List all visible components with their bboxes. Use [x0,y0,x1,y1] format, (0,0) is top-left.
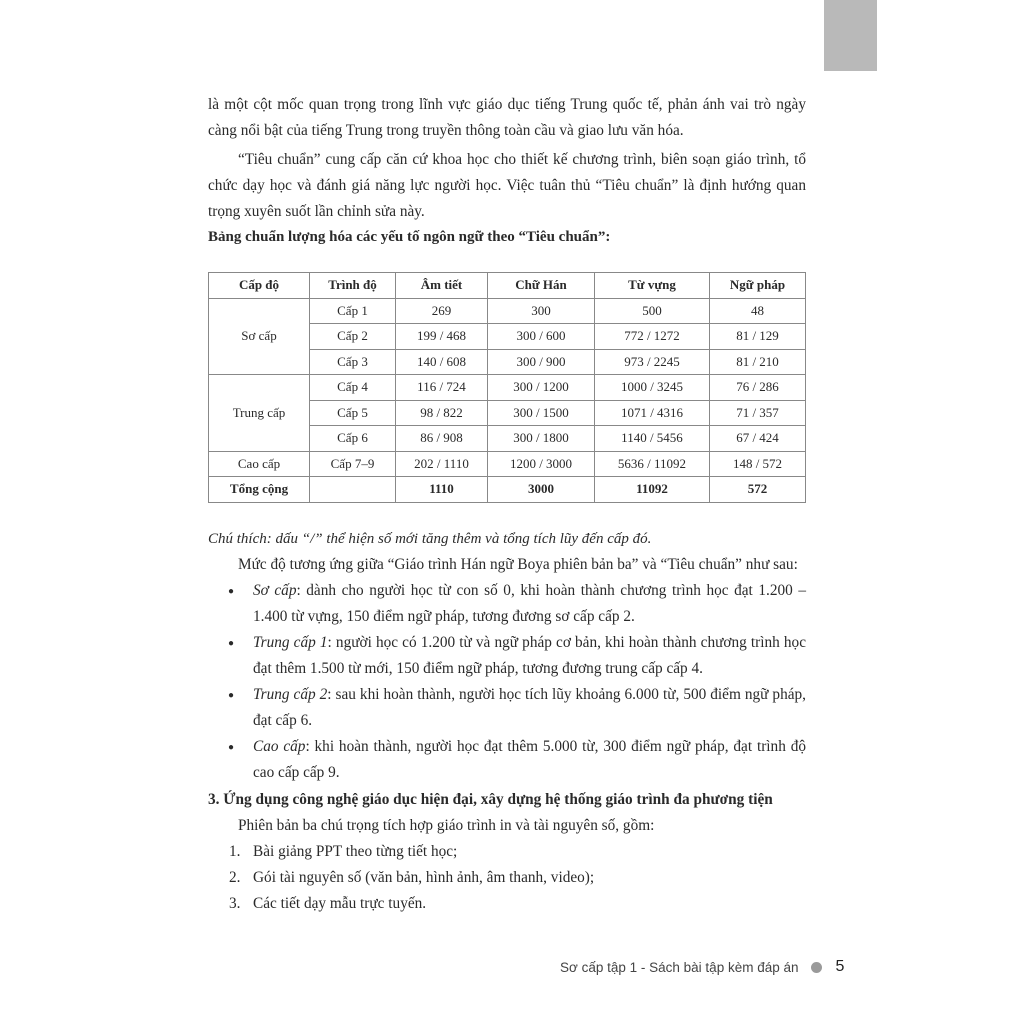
bullet-term: Trung cấp 1 [253,634,328,651]
list-number: 1. [229,843,241,860]
table-total-row [209,477,806,503]
total-characters: 3000 [488,477,595,503]
table-cell: Cấp 3 [310,349,396,375]
standards-table [208,272,806,503]
bullet-term: Cao cấp [253,738,306,755]
table-cell: 1071 / 4316 [595,400,710,426]
table-caption: Bảng chuẩn lượng hóa các yếu tố ngôn ngữ theo “Tiêu chuẩn”: [208,229,611,245]
table-cell: 772 / 1272 [595,324,710,350]
table-cell: 148 / 572 [710,451,806,477]
page-footer [560,956,844,978]
bullet-dot-icon: ● [228,690,235,701]
table-cell: Cấp 7–9 [310,451,396,477]
table-cell: 1000 / 3245 [595,375,710,401]
correspondence-intro: Mức độ tương ứng giữa “Giáo trình Hán ngữ Boya phiên bản ba” và “Tiêu chuẩn” như sau: [238,556,798,573]
table-cell: Cấp 1 [310,298,396,324]
total-grammar: 572 [710,477,806,503]
bullet-dot-icon: ● [228,586,235,597]
table-cell: Cấp 5 [310,400,396,426]
table-cell: 202 / 1110 [396,451,488,477]
table-cell: 300 / 1500 [488,400,595,426]
corner-tab [824,0,877,71]
table-cell: Cấp 6 [310,426,396,452]
header-level: Cấp độ [209,273,310,299]
table-cell: 98 / 822 [396,400,488,426]
table-cell: 86 / 908 [396,426,488,452]
bullet-dot-icon: ● [228,638,235,649]
table-cell: 81 / 129 [710,324,806,350]
table-cell: 48 [710,298,806,324]
list-item: Bài giảng PPT theo từng tiết học; [253,843,458,860]
total-syllables: 1110 [396,477,488,503]
table-row [209,375,806,401]
table-cell: 1140 / 5456 [595,426,710,452]
header-characters: Chữ Hán [488,273,595,299]
group-cell: Sơ cấp [209,298,310,375]
footer-title: Sơ cấp tập 1 - Sách bài tập kèm đáp án [560,959,799,975]
list-item: Các tiết dạy mẫu trực tuyến. [253,895,427,912]
table-cell: 300 [488,298,595,324]
intro-paragraph-2: “Tiêu chuẩn” cung cấp căn cứ khoa học cho thiết kế chương trình, biên soạn giáo trình, tổ chức dạy học và đánh giá năng lực người học. Việc tuân thủ “Tiêu chuẩn” là định hướng quan trọng xuyên suốt lần chỉnh sửa này. [208,151,806,220]
bullet-item [253,630,806,682]
group-cell: Cao cấp [209,451,310,477]
header-vocabulary: Từ vựng [595,273,710,299]
table-row [209,298,806,324]
header-syllables: Âm tiết [396,273,488,299]
table-cell: 300 / 1200 [488,375,595,401]
bullet-item [253,578,806,630]
table-cell: 116 / 724 [396,375,488,401]
table-note: Chú thích: dấu “/” thể hiện số mới tăng thêm và tổng tích lũy đến cấp đó. [208,531,652,547]
table-header-row [209,273,806,299]
table-row [209,451,806,477]
table-cell: 76 / 286 [710,375,806,401]
header-grammar: Ngữ pháp [710,273,806,299]
table-cell: 140 / 608 [396,349,488,375]
table-cell: 5636 / 11092 [595,451,710,477]
bullet-term: Trung cấp 2 [253,686,328,703]
table-cell: 81 / 210 [710,349,806,375]
group-cell: Trung cấp [209,375,310,452]
list-number: 3. [229,895,241,912]
list-number: 2. [229,869,241,886]
table-cell: 973 / 2245 [595,349,710,375]
bullet-text: : dành cho người học từ con số 0, khi hoàn thành chương trình học đạt 1.200 – 1.400 từ vựng, 150 điểm ngữ pháp, tương đương sơ cấp cấp 2. [253,582,806,625]
table-cell: 67 / 424 [710,426,806,452]
table-cell: Cấp 4 [310,375,396,401]
table-cell: 300 / 1800 [488,426,595,452]
table-cell: 300 / 600 [488,324,595,350]
table-cell: 300 / 900 [488,349,595,375]
bullet-item [253,734,806,786]
bullet-text: : sau khi hoàn thành, người học tích lũy khoảng 6.000 từ, 500 điểm ngữ pháp, đạt cấp 6. [253,686,806,729]
table-cell: 269 [396,298,488,324]
table-cell: Cấp 2 [310,324,396,350]
bullet-term: Sơ cấp [253,582,297,599]
bullet-item [253,682,806,734]
bullet-dot-icon: ● [228,742,235,753]
table-cell: 71 / 357 [710,400,806,426]
total-vocabulary: 11092 [595,477,710,503]
bullet-text: : người học có 1.200 từ và ngữ pháp cơ bản, khi hoàn thành chương trình học đạt thêm 1.500 từ mới, 150 điểm ngữ pháp, tương đương trung cấp cấp 4. [253,634,806,677]
bullet-text: : khi hoàn thành, người học đạt thêm 5.000 từ, 300 điểm ngữ pháp, đạt trình độ cao cấp cấp 9. [253,738,806,781]
page-number: 5 [835,958,845,975]
intro-paragraph-1: là một cột mốc quan trọng trong lĩnh vực giáo dục tiếng Trung quốc tế, phản ánh vai trò ngày càng nổi bật của tiếng Trung trong truyền thông toàn cầu và giao lưu văn hóa. [208,96,806,139]
table-cell: 199 / 468 [396,324,488,350]
section-heading: 3. Ứng dụng công nghệ giáo dục hiện đại, xây dựng hệ thống giáo trình đa phương tiện [208,791,773,808]
header-grade: Trình độ [310,273,396,299]
table-cell: 1200 / 3000 [488,451,595,477]
list-item: Gói tài nguyên số (văn bản, hình ảnh, âm thanh, video); [253,869,595,886]
total-label: Tổng cộng [209,477,310,503]
footer-dot-icon [811,962,822,973]
table-cell: 500 [595,298,710,324]
table-cell [310,477,396,503]
section-intro: Phiên bản ba chú trọng tích hợp giáo trình in và tài nguyên số, gồm: [238,817,655,834]
